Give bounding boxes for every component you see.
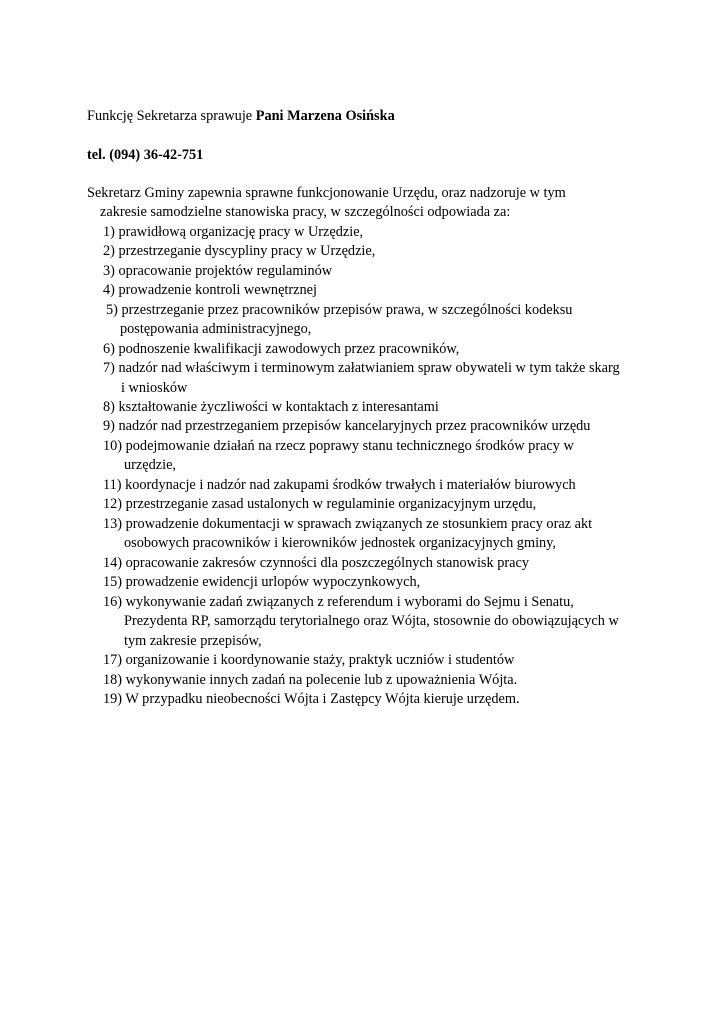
secretary-name: Pani Marzena Osińska <box>255 108 395 124</box>
duty-item: 10) podejmowanie działań na rzecz poprawy stanu technicznego środków pracy w <box>103 438 574 454</box>
duty-item: 8) kształtowanie życzliwości w kontaktach z interesantami <box>103 399 439 415</box>
duty-item: 18) wykonywanie innych zadań na polecenie lub z upoważnienia Wójta. <box>103 672 518 688</box>
secretary-intro-line <box>87 109 395 123</box>
duty-item: 17) organizowanie i koordynowanie staży, praktyk uczniów i studentów <box>103 652 515 668</box>
description-line: Sekretarz Gminy zapewnia sprawne funkcjonowanie Urzędu, oraz nadzoruje w tym <box>87 185 566 201</box>
duty-item: 2) przestrzeganie dyscypliny pracy w Urzędzie, <box>103 243 376 259</box>
duty-item: 16) wykonywanie zadań związanych z referendum i wyborami do Sejmu i Senatu, <box>103 594 574 610</box>
duty-item: 14) opracowanie zakresów czynności dla poszczególnych stanowisk pracy <box>103 555 529 571</box>
duty-item-continuation: tym zakresie przepisów, <box>124 633 262 649</box>
duty-item: 5) przestrzeganie przez pracowników przepisów prawa, w szczególności kodeksu <box>106 302 573 318</box>
duty-item: 6) podnoszenie kwalifikacji zawodowych przez pracowników, <box>103 341 460 357</box>
duty-item-continuation: postępowania administracyjnego, <box>120 321 312 337</box>
intro-text: Funkcję Sekretarza sprawuje <box>87 108 256 124</box>
duty-item: 15) prowadzenie ewidencji urlopów wypoczynkowych, <box>103 574 421 590</box>
duty-item-continuation: Prezydenta RP, samorządu terytorialnego oraz Wójta, stosownie do obowiązujących w <box>124 613 619 629</box>
description-line: zakresie samodzielne stanowiska pracy, w szczególności odpowiada za: <box>100 204 511 220</box>
duty-item: 13) prowadzenie dokumentacji w sprawach związanych ze stosunkiem pracy oraz akt <box>103 516 593 532</box>
duty-item-continuation: i wniosków <box>121 380 188 396</box>
duty-item: 7) nadzór nad właściwym i terminowym załatwianiem spraw obywateli w tym także skarg <box>103 360 620 376</box>
duty-item: 19) W przypadku nieobecności Wójta i Zastępcy Wójta kieruje urzędem. <box>103 691 520 707</box>
duty-item: 12) przestrzeganie zasad ustalonych w regulaminie organizacyjnym urzędu, <box>103 496 537 512</box>
duty-item: 11) koordynacje i nadzór nad zakupami środków trwałych i materiałów biurowych <box>103 477 576 493</box>
phone-number: tel. (094) 36-42-751 <box>87 147 204 163</box>
duty-item: 1) prawidłową organizację pracy w Urzędzie, <box>103 224 364 240</box>
duty-item: 4) prowadzenie kontroli wewnętrznej <box>103 282 317 298</box>
duty-item-continuation: urzędzie, <box>124 457 176 473</box>
duty-item: 3) opracowanie projektów regulaminów <box>103 263 333 279</box>
duty-item: 9) nadzór nad przestrzeganiem przepisów kancelaryjnych przez pracowników urzędu <box>103 418 591 434</box>
duty-item-continuation: osobowych pracowników i kierowników jednostek organizacyjnych gminy, <box>124 535 556 551</box>
